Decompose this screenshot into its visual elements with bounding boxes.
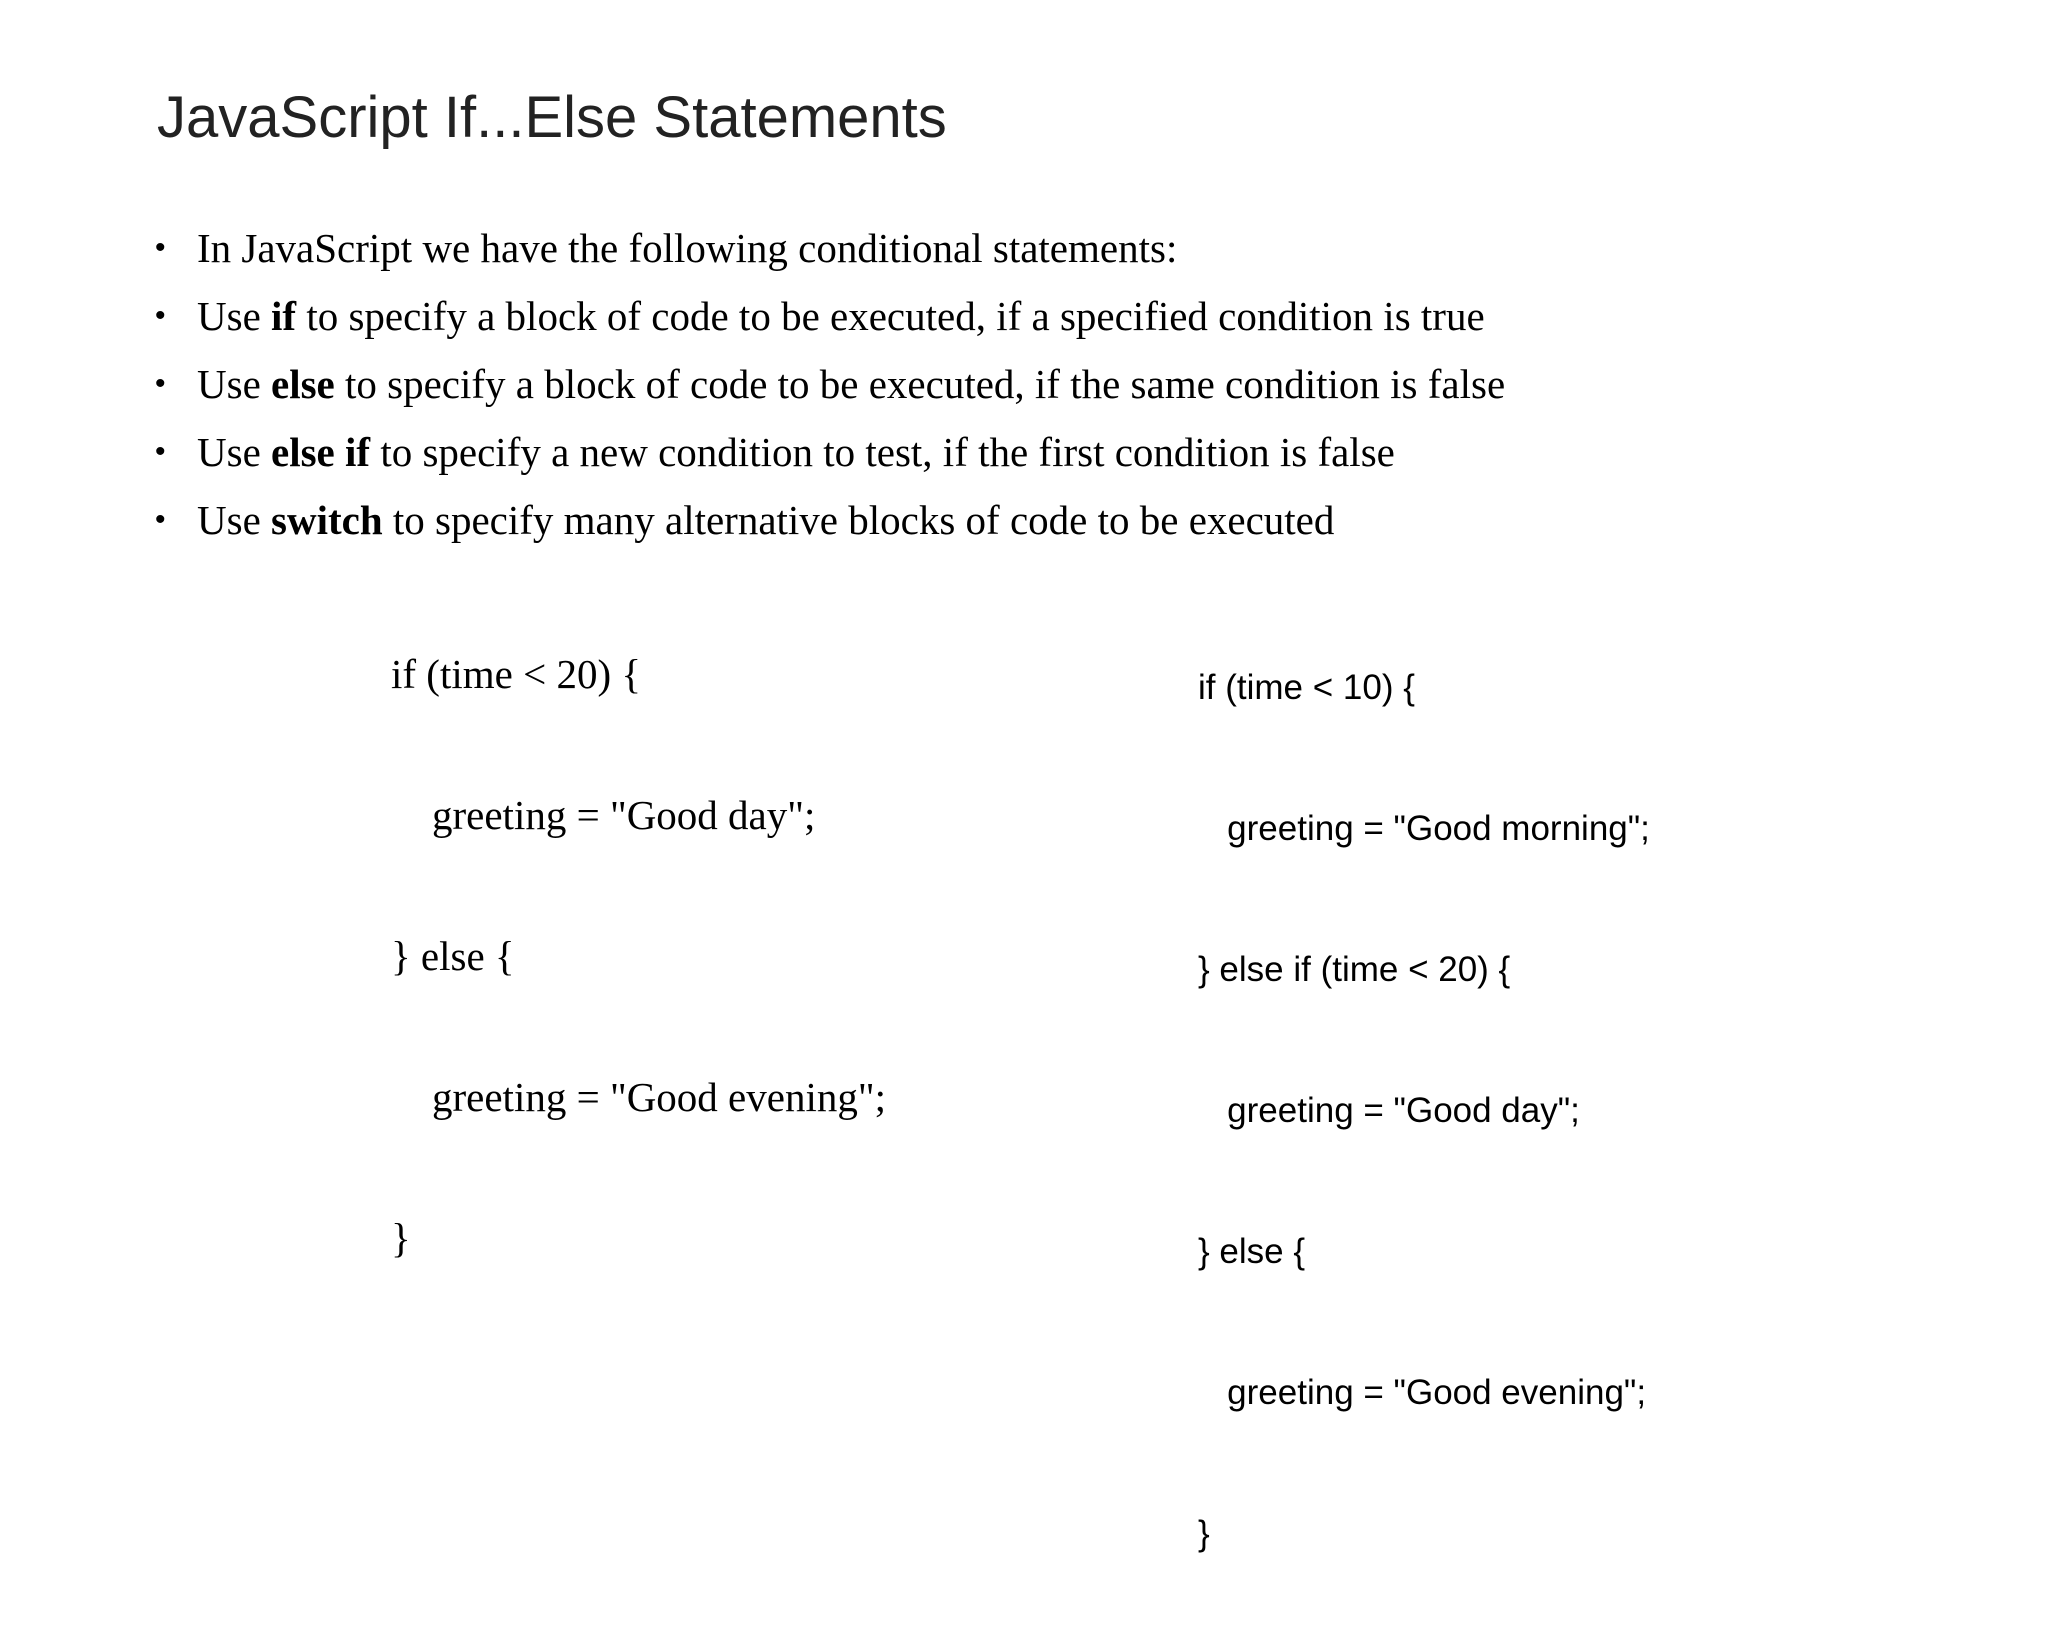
code-line: greeting = "Good day"; [391, 792, 816, 838]
bullet-text: to specify a block of code to be executed, if the same condition is false [334, 361, 1506, 407]
bullet-text: to specify a block of code to be executed, if a specified condition is true [296, 293, 1485, 339]
bullet-text: Use [197, 497, 272, 543]
bullet-keyword: switch [271, 497, 383, 543]
bullet-text: Use [197, 293, 272, 339]
bullet-text: to specify a new condition to test, if the first condition is false [370, 429, 1395, 475]
code-line: greeting = "Good evening"; [391, 1074, 886, 1120]
slide-title: JavaScript If...Else Statements [157, 85, 947, 150]
code-line: greeting = "Good morning"; [1198, 809, 1650, 848]
bullet-icon: • [155, 367, 166, 400]
code-line: } else if (time < 20) { [1198, 950, 1511, 989]
bullet-text: Use [197, 429, 272, 475]
bullet-text: In JavaScript we have the following conditional statements: [197, 225, 1178, 271]
bullet-item [155, 222, 1505, 290]
code-line: if (time < 20) { [391, 651, 642, 697]
bullet-text: to specify many alternative blocks of code to be executed [382, 497, 1335, 543]
bullet-list [155, 222, 1505, 562]
code-line: greeting = "Good evening"; [1198, 1373, 1647, 1412]
bullet-item [155, 426, 1505, 494]
bullet-icon: • [155, 231, 166, 264]
code-line: } [391, 1215, 411, 1261]
code-line: } [1198, 1514, 1210, 1553]
code-line: greeting = "Good day"; [1198, 1091, 1580, 1130]
code-example-if-else [391, 557, 886, 1356]
bullet-item [155, 290, 1505, 358]
code-line: } else { [1198, 1232, 1306, 1271]
bullet-keyword: else if [271, 429, 371, 475]
bullet-icon: • [155, 503, 166, 536]
bullet-keyword: if [271, 293, 297, 339]
bullet-item [155, 358, 1505, 426]
bullet-item [155, 494, 1505, 562]
code-example-else-if [1198, 570, 1650, 1651]
code-line: if (time < 10) { [1198, 668, 1415, 707]
bullet-icon: • [155, 299, 166, 332]
bullet-text: Use [197, 361, 272, 407]
bullet-keyword: else [271, 361, 335, 407]
bullet-icon: • [155, 435, 166, 468]
code-line: } else { [391, 933, 515, 979]
